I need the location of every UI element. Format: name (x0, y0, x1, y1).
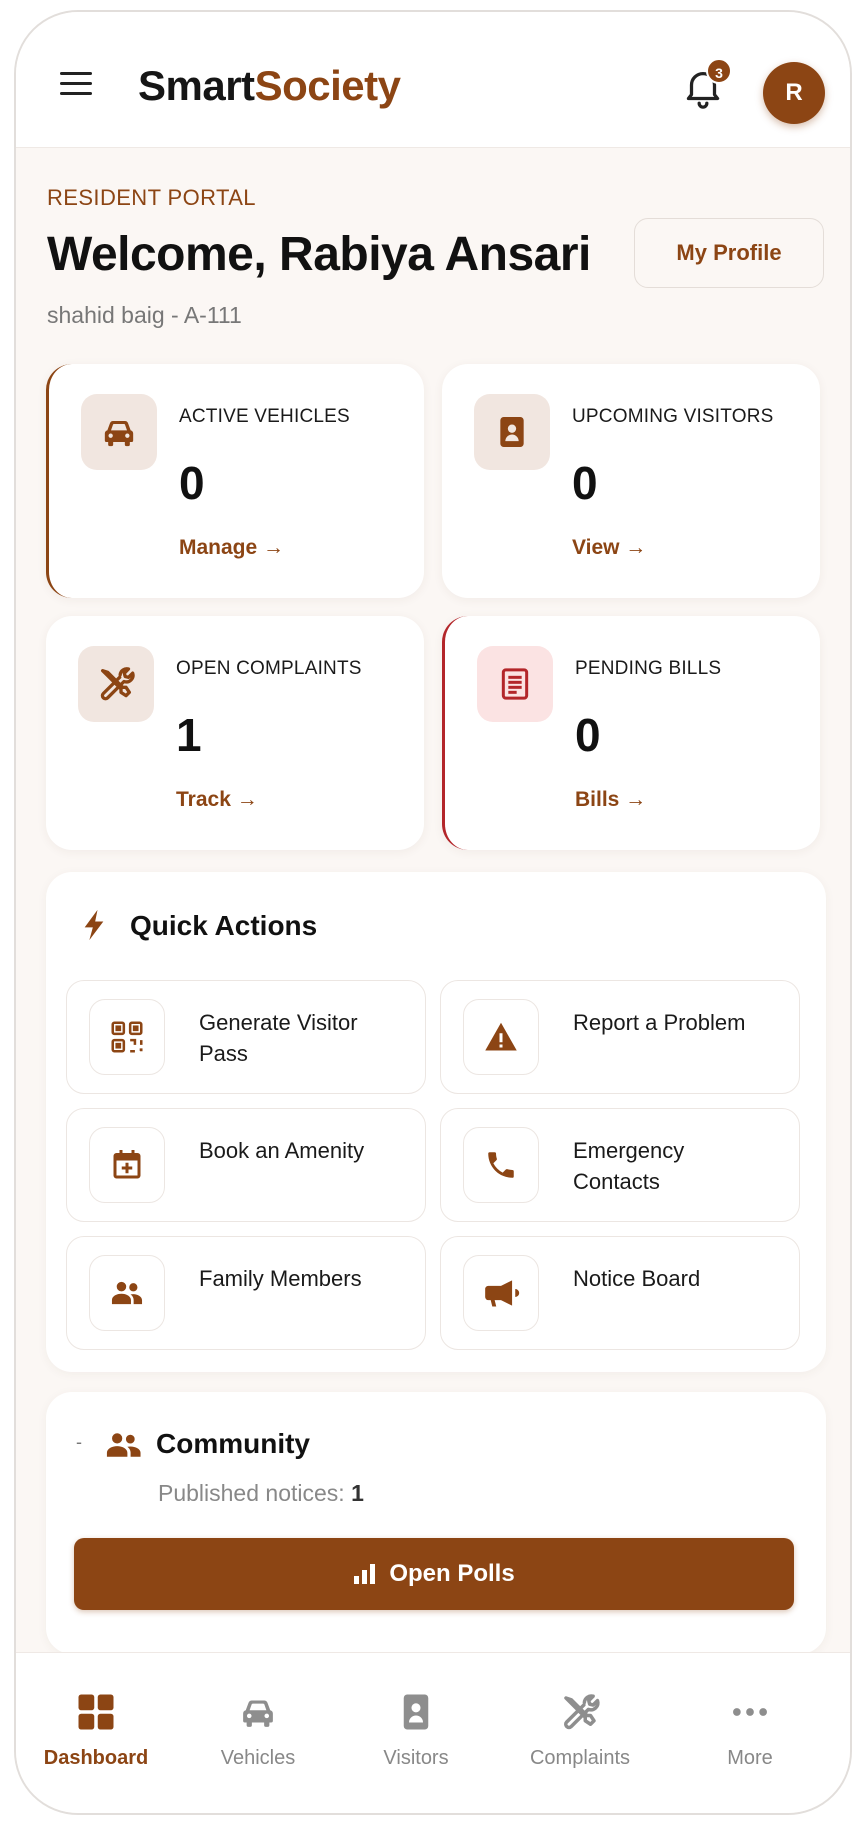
tools-icon (78, 646, 154, 722)
bill-icon (477, 646, 553, 722)
community-panel (46, 1392, 826, 1654)
quick-action-report-problem[interactable] (440, 980, 800, 1094)
id-badge-icon (395, 1691, 437, 1733)
logo-text-smart: Smart (138, 62, 255, 109)
avatar[interactable]: R (763, 62, 825, 124)
open-polls-label: Open Polls (389, 1560, 515, 1587)
app-logo (138, 62, 400, 110)
stat-card-bills[interactable] (442, 616, 820, 850)
published-notices (158, 1480, 364, 1507)
nav-visitors[interactable] (336, 1653, 496, 1793)
users-icon (89, 1255, 165, 1331)
quick-actions-panel (46, 872, 826, 1372)
logo-text-society: Society (254, 62, 401, 109)
nav-more[interactable] (670, 1653, 830, 1793)
collapse-toggle[interactable]: - (76, 1432, 82, 1452)
quick-action-visitor-pass[interactable] (66, 980, 426, 1094)
nav-label: Complaints (529, 1747, 631, 1769)
manage-link[interactable]: Manage → (179, 536, 285, 559)
track-link[interactable]: Track → (176, 788, 258, 811)
open-polls-button[interactable] (74, 1538, 794, 1610)
nav-label: More (727, 1747, 773, 1769)
more-icon (729, 1691, 771, 1733)
tools-icon (559, 1691, 601, 1733)
bottom-nav (16, 1652, 850, 1815)
quick-action-emergency-contacts[interactable] (440, 1108, 800, 1222)
menu-icon[interactable] (60, 72, 94, 96)
stat-card-visitors[interactable] (442, 364, 820, 598)
view-link[interactable]: View → (572, 536, 647, 559)
notification-badge: 3 (706, 58, 732, 84)
quick-actions-title: Quick Actions (130, 910, 318, 941)
quick-action-label: Emergency Contacts (573, 1138, 685, 1194)
bar-chart-icon (353, 1563, 377, 1585)
app-header (16, 12, 850, 148)
nav-label: Visitors (383, 1747, 449, 1769)
car-icon (237, 1691, 279, 1733)
id-badge-icon (474, 394, 550, 470)
nav-vehicles[interactable] (178, 1653, 338, 1793)
stat-label: ACTIVE VEHICLES (179, 406, 350, 427)
lightning-icon (80, 908, 108, 942)
stat-card-vehicles[interactable] (46, 364, 424, 598)
phone-icon (463, 1127, 539, 1203)
quick-action-label: Generate Visitor Pass (199, 1010, 358, 1066)
quick-action-label: Book an Amenity (199, 1138, 365, 1163)
published-notices-count: 1 (351, 1480, 364, 1506)
nav-label: Vehicles (220, 1747, 296, 1769)
grid-icon (75, 1691, 117, 1733)
quick-action-label: Notice Board (573, 1266, 701, 1291)
phone-frame (14, 10, 852, 1815)
megaphone-icon (463, 1255, 539, 1331)
calendar-plus-icon (89, 1127, 165, 1203)
stat-label: UPCOMING VISITORS (572, 406, 774, 427)
warning-icon (463, 999, 539, 1075)
stat-value: 0 (575, 709, 601, 761)
quick-action-notice-board[interactable] (440, 1236, 800, 1350)
quick-action-family-members[interactable] (66, 1236, 426, 1350)
page-title: Welcome, Rabiya Ansari (47, 228, 591, 281)
stat-value: 1 (176, 709, 202, 761)
stat-value: 0 (572, 457, 598, 509)
nav-dashboard[interactable] (16, 1653, 176, 1793)
nav-complaints[interactable] (500, 1653, 660, 1793)
stat-value: 0 (179, 457, 205, 509)
bills-link[interactable]: Bills → (575, 788, 647, 811)
quick-action-label: Report a Problem (573, 1010, 746, 1035)
community-title: Community (156, 1428, 310, 1459)
unit-subtitle: shahid baig - A-111 (47, 302, 242, 328)
portal-kicker: RESIDENT PORTAL (47, 185, 256, 210)
published-notices-label: Published notices: (158, 1480, 345, 1506)
stat-card-complaints[interactable] (46, 616, 424, 850)
my-profile-button[interactable]: My Profile (634, 218, 824, 288)
stat-label: PENDING BILLS (575, 658, 722, 679)
stat-label: OPEN COMPLAINTS (176, 658, 362, 679)
nav-label: Dashboard (43, 1747, 149, 1769)
qr-code-icon (89, 999, 165, 1075)
users-icon (104, 1430, 142, 1460)
car-icon (81, 394, 157, 470)
quick-action-label: Family Members (199, 1266, 362, 1291)
quick-action-book-amenity[interactable] (66, 1108, 426, 1222)
